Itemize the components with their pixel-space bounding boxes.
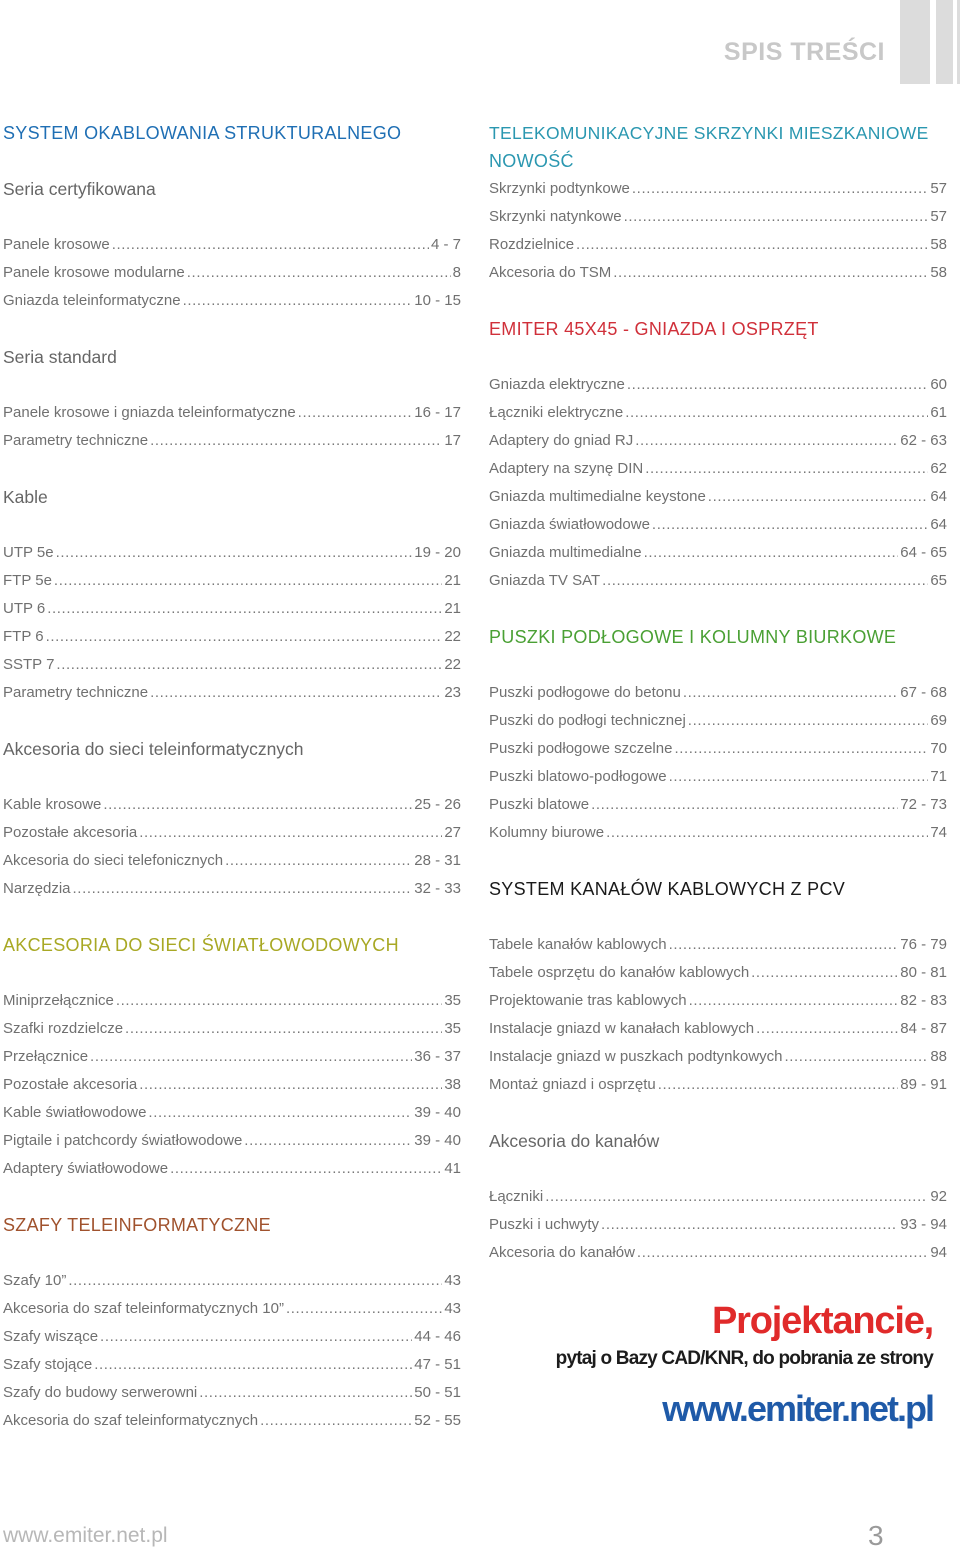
dot-leader [756, 1015, 898, 1043]
toc-entry-page: 22 [444, 656, 461, 673]
toc-entry[interactable] [3, 259, 461, 287]
toc-entry[interactable] [489, 959, 947, 987]
toc-entry-page: 19 - 20 [414, 544, 461, 561]
dot-leader [94, 1351, 412, 1379]
dot-leader [674, 735, 928, 763]
dot-leader [54, 567, 442, 595]
toc-entry-label: UTP 5e [3, 544, 54, 561]
toc-entry[interactable] [3, 1155, 461, 1183]
toc-entry-page: 16 - 17 [414, 404, 461, 421]
dot-leader [73, 875, 413, 903]
dot-leader [139, 1071, 442, 1099]
spacer [489, 1155, 947, 1183]
toc-entry-label: SSTP 7 [3, 656, 55, 673]
toc-entry-label: Szafy 10” [3, 1272, 67, 1289]
toc-entry-label: Parametry techniczne [3, 684, 149, 701]
toc-entry-page: 47 - 51 [414, 1356, 461, 1373]
spacer [489, 847, 947, 875]
dot-leader [47, 595, 442, 623]
toc-entry-label: Tabele osprzętu do kanałów kablowych [489, 964, 750, 981]
group-title: Kable [3, 487, 48, 507]
dot-leader [669, 763, 929, 791]
page-title: SPIS TREŚCI [723, 38, 885, 66]
toc-list [3, 231, 461, 315]
page-number: 3 [868, 1520, 884, 1551]
header-decoration-bar [900, 0, 930, 84]
toc-entry[interactable] [3, 679, 461, 707]
spacer [3, 203, 461, 231]
toc-entry[interactable] [3, 595, 461, 623]
toc-list [3, 1267, 461, 1435]
toc-entry-label: Panele krosowe modularne [3, 264, 185, 281]
group-title: Akcesoria do sieci teleinformatycznych [3, 739, 304, 759]
section-heading: SYSTEM OKABLOWANIA STRUKTURALNEGO [3, 123, 402, 143]
toc-entry-label: Panele krosowe i gniazda teleinformatyczne [3, 404, 296, 421]
toc-list [3, 791, 461, 903]
toc-entry-page: 17 [444, 432, 461, 449]
toc-entry[interactable] [489, 231, 947, 259]
toc-entry-label: Puszki podłogowe do betonu [489, 684, 681, 701]
toc-entry-page: 23 [444, 684, 461, 701]
dot-leader [601, 1211, 898, 1239]
toc-entry-page: 61 [930, 404, 947, 421]
toc-entry-page: 93 - 94 [900, 1216, 947, 1233]
toc-entry-label: Szafy stojące [3, 1356, 93, 1373]
toc-entry[interactable] [3, 1099, 461, 1127]
spacer [489, 595, 947, 623]
section-heading: EMITER 45X45 - GNIAZDA I OSPRZĘT [489, 319, 819, 339]
toc-entry[interactable] [489, 1211, 947, 1239]
toc-entry-page: 38 [444, 1076, 461, 1093]
toc-entry-label: Łączniki elektryczne [489, 404, 624, 421]
spacer [3, 511, 461, 539]
toc-entry-label: Puszki blatowe [489, 796, 590, 813]
toc-entry[interactable] [3, 847, 461, 875]
section-heading: PUSZKI PODŁOGOWE I KOLUMNY BIURKOWE [489, 627, 897, 647]
toc-entry[interactable] [489, 735, 947, 763]
toc-entry[interactable] [489, 567, 947, 595]
spacer [3, 763, 461, 791]
toc-entry-label: Tabele kanałów kablowych [489, 936, 667, 953]
dot-leader [125, 1015, 442, 1043]
toc-entry[interactable] [489, 679, 947, 707]
header-decoration-bar [936, 0, 953, 84]
toc-entry-page: 60 [930, 376, 947, 393]
toc-entry-page: 80 - 81 [900, 964, 947, 981]
toc-entry-page: 44 - 46 [414, 1328, 461, 1345]
toc-entry-page: 39 - 40 [414, 1104, 461, 1121]
toc-entry-page: 25 - 26 [414, 796, 461, 813]
spacer [3, 371, 461, 399]
toc-entry-label: UTP 6 [3, 600, 46, 617]
toc-entry-page: 72 - 73 [900, 796, 947, 813]
toc-entry-label: Panele krosowe [3, 236, 110, 253]
toc-entry[interactable] [489, 175, 947, 203]
toc-entry-page: 89 - 91 [900, 1076, 947, 1093]
toc-entry-label: Pozostałe akcesoria [3, 1076, 138, 1093]
toc-entry-label: Kable krosowe [3, 796, 102, 813]
toc-entry-label: Gniazda multimedialne [489, 544, 642, 561]
dot-leader [658, 1071, 899, 1099]
section-heading: TELEKOMUNIKACYJNE SKRZYNKI MIESZKANIOWE [489, 123, 929, 143]
toc-entry-page: 43 [444, 1300, 461, 1317]
dot-leader [625, 399, 928, 427]
toc-entry-label: Adaptery światłowodowe [3, 1160, 169, 1177]
toc-entry-page: 35 [444, 1020, 461, 1037]
toc-entry[interactable] [3, 1015, 461, 1043]
toc-entry[interactable] [3, 399, 461, 427]
toc-entry[interactable] [3, 1351, 461, 1379]
toc-entry-label: FTP 6 [3, 628, 44, 645]
toc-entry-page: 50 - 51 [414, 1384, 461, 1401]
toc-entry-label: Szafki rozdzielcze [3, 1020, 124, 1037]
dot-leader [286, 1295, 442, 1323]
toc-entry[interactable] [3, 1407, 461, 1435]
toc-entry-page: 41 [444, 1160, 461, 1177]
dot-leader [689, 987, 899, 1015]
toc-entry-page: 28 - 31 [414, 852, 461, 869]
dot-leader [785, 1043, 929, 1071]
spacer [3, 959, 461, 987]
toc-entry-label: Akcesoria do TSM [489, 264, 612, 281]
toc-entry[interactable] [489, 455, 947, 483]
toc-entry[interactable] [3, 1127, 461, 1155]
toc-entry-label: Gniazda teleinformatyczne [3, 292, 181, 309]
toc-entry-page: 32 - 33 [414, 880, 461, 897]
dot-leader [683, 679, 898, 707]
toc-entry[interactable] [489, 763, 947, 791]
spacer [3, 1239, 461, 1267]
toc-entry[interactable] [3, 791, 461, 819]
toc-entry[interactable] [3, 539, 461, 567]
dot-leader [244, 1127, 412, 1155]
toc-entry[interactable] [489, 1043, 947, 1071]
toc-entry-label: Miniprzełącznice [3, 992, 114, 1009]
toc-entry-page: 65 [930, 572, 947, 589]
toc-entry-label: Akcesoria do sieci telefonicznych [3, 852, 224, 869]
toc-list [489, 371, 947, 595]
dot-leader [68, 1267, 442, 1295]
toc-entry-page: 82 - 83 [900, 992, 947, 1009]
toc-entry-page: 74 [930, 824, 947, 841]
dot-leader [652, 511, 928, 539]
dot-leader [645, 455, 928, 483]
toc-entry-label: Akcesoria do szaf teleinformatycznych [3, 1412, 259, 1429]
dot-leader [187, 259, 451, 287]
toc-entry-label: Przełącznice [3, 1048, 89, 1065]
toc-entry-page: 76 - 79 [900, 936, 947, 953]
toc-list [489, 175, 947, 287]
section-heading: AKCESORIA DO SIECI ŚWIATŁOWODOWYCH [3, 935, 399, 955]
spacer [3, 707, 461, 735]
toc-entry-label: Akcesoria do szaf teleinformatycznych 10” [3, 1300, 284, 1317]
toc-entry-page: 64 [930, 488, 947, 505]
toc-entry-label: Rozdzielnice [489, 236, 575, 253]
toc-entry-page: 39 - 40 [414, 1132, 461, 1149]
toc-entry[interactable] [3, 567, 461, 595]
toc-list [489, 931, 947, 1099]
promo-subline: pytaj o Bazy CAD/KNR, do pobrania ze strony [555, 1348, 933, 1369]
toc-entry-label: Narzędzia [3, 880, 71, 897]
toc-entry-page: 88 [930, 1048, 947, 1065]
toc-entry-page: 36 - 37 [414, 1048, 461, 1065]
toc-entry-label: Gniazda światłowodowe [489, 516, 650, 533]
dot-leader [708, 483, 929, 511]
dot-leader [635, 427, 898, 455]
toc-entry-label: Kolumny biurowe [489, 824, 605, 841]
toc-entry-label: Puszki do podłogi technicznej [489, 712, 686, 729]
toc-entry-page: 84 - 87 [900, 1020, 947, 1037]
toc-entry[interactable] [3, 1323, 461, 1351]
toc-entry-label: Projektowanie tras kablowych [489, 992, 687, 1009]
promo-url-link[interactable]: www.emiter.net.pl [662, 1388, 933, 1429]
toc-entry[interactable] [3, 1295, 461, 1323]
toc-entry-page: 64 - 65 [900, 544, 947, 561]
toc-entry[interactable] [489, 511, 947, 539]
spacer [3, 147, 461, 175]
dot-leader [606, 819, 928, 847]
toc-entry-label: Skrzynki podtynkowe [489, 180, 630, 197]
toc-entry[interactable] [3, 1267, 461, 1295]
toc-entry-page: 69 [930, 712, 947, 729]
toc-entry-page: 57 [930, 208, 947, 225]
toc-entry-page: 58 [930, 264, 947, 281]
toc-entry[interactable] [489, 203, 947, 231]
toc-entry-page: 70 [930, 740, 947, 757]
group-title: Akcesoria do kanałów [489, 1131, 660, 1151]
footer-url: www.emiter.net.pl [3, 1524, 168, 1547]
toc-entry[interactable] [3, 1071, 461, 1099]
dot-leader [90, 1043, 412, 1071]
dot-leader [669, 931, 899, 959]
toc-entry-page: 43 [444, 1272, 461, 1289]
toc-entry-page: 10 - 15 [414, 292, 461, 309]
toc-entry[interactable] [3, 1043, 461, 1071]
toc-entry[interactable] [3, 875, 461, 903]
toc-entry[interactable] [489, 1239, 947, 1267]
toc-entry-page: 35 [444, 992, 461, 1009]
toc-entry-label: Gniazda elektryczne [489, 376, 625, 393]
toc-entry[interactable] [489, 707, 947, 735]
toc-entry-page: 22 [444, 628, 461, 645]
toc-entry[interactable] [3, 1379, 461, 1407]
toc-entry-label: Puszki podłogowe szczelne [489, 740, 673, 757]
spacer [3, 315, 461, 343]
toc-entry[interactable] [489, 399, 947, 427]
spacer [3, 455, 461, 483]
toc-entry[interactable] [3, 623, 461, 651]
spacer [489, 287, 947, 315]
toc-list [489, 679, 947, 847]
toc-entry[interactable] [489, 427, 947, 455]
toc-entry-label: Szafy do budowy serwerowni [3, 1384, 198, 1401]
toc-entry[interactable] [3, 231, 461, 259]
toc-list [3, 539, 461, 707]
toc-entry-page: 52 - 55 [414, 1412, 461, 1429]
toc-entry[interactable] [489, 791, 947, 819]
toc-entry-label: Łączniki [489, 1188, 544, 1205]
dot-leader [103, 791, 412, 819]
dot-leader [688, 707, 929, 735]
promo-headline: Projektancie, [712, 1300, 933, 1342]
dot-leader [613, 259, 928, 287]
spacer [3, 903, 461, 931]
dot-leader [602, 567, 928, 595]
dot-leader [751, 959, 898, 987]
spacer [489, 343, 947, 371]
toc-entry-label: Instalacje gniazd w kanałach kablowych [489, 1020, 755, 1037]
toc-entry-page: 94 [930, 1244, 947, 1261]
toc-entry[interactable] [489, 483, 947, 511]
toc-entry-page: 21 [444, 572, 461, 589]
dot-leader [199, 1379, 412, 1407]
toc-entry-page: 58 [930, 236, 947, 253]
toc-entry-label: Puszki i uchwyty [489, 1216, 600, 1233]
dot-leader [46, 623, 443, 651]
toc-entry-label: Puszki blatowo-podłogowe [489, 768, 667, 785]
toc-entry-label: Akcesoria do kanałów [489, 1244, 635, 1261]
toc-entry-label: Kable światłowodowe [3, 1104, 147, 1121]
toc-entry-page: 71 [930, 768, 947, 785]
section-heading: SYSTEM KANAŁÓW KABLOWYCH Z PCV [489, 879, 846, 899]
toc-entry-label: Pozostałe akcesoria [3, 824, 138, 841]
toc-list [3, 399, 461, 455]
toc-entry-page: 21 [444, 600, 461, 617]
dot-leader [644, 539, 899, 567]
toc-entry[interactable] [3, 287, 461, 315]
spacer [489, 903, 947, 931]
toc-entry-label: Gniazda multimedialne keystone [489, 488, 706, 505]
dot-leader [576, 231, 928, 259]
toc-entry-label: Adaptery do gniad RJ [489, 432, 634, 449]
toc-entry-label: Skrzynki natynkowe [489, 208, 622, 225]
dot-leader [637, 1239, 928, 1267]
toc-entry-label: Instalacje gniazd w puszkach podtynkowych [489, 1048, 783, 1065]
dot-leader [150, 427, 442, 455]
toc-entry-page: 92 [930, 1188, 947, 1205]
toc-entry-label: Gniazda TV SAT [489, 572, 601, 589]
toc-list [489, 1183, 947, 1267]
dot-leader [116, 987, 442, 1015]
dot-leader [591, 791, 898, 819]
dot-leader [225, 847, 412, 875]
dot-leader [298, 399, 413, 427]
toc-entry-label: Pigtaile i patchcordy światłowodowe [3, 1132, 243, 1149]
toc-entry-label: Szafy wiszące [3, 1328, 99, 1345]
dot-leader [112, 231, 429, 259]
dot-leader [624, 203, 929, 231]
toc-entry[interactable] [489, 931, 947, 959]
spacer [489, 651, 947, 679]
dot-leader [56, 539, 413, 567]
toc-entry[interactable] [3, 819, 461, 847]
dot-leader [260, 1407, 412, 1435]
toc-entry[interactable] [489, 1183, 947, 1211]
toc-entry[interactable] [3, 987, 461, 1015]
dot-leader [100, 1323, 412, 1351]
dot-leader [148, 1099, 412, 1127]
dot-leader [139, 819, 442, 847]
toc-entry-page: 8 [452, 264, 461, 281]
toc-entry[interactable] [3, 427, 461, 455]
toc-entry-page: 4 - 7 [430, 236, 461, 253]
toc-list [3, 987, 461, 1183]
toc-entry[interactable] [489, 987, 947, 1015]
toc-entry[interactable] [489, 539, 947, 567]
toc-entry[interactable] [489, 371, 947, 399]
toc-left-column [3, 119, 461, 1435]
dot-leader [183, 287, 413, 315]
toc-entry-page: 62 - 63 [900, 432, 947, 449]
dot-leader [627, 371, 928, 399]
toc-entry-label: Montaż gniazd i osprzętu [489, 1076, 656, 1093]
dot-leader [56, 651, 442, 679]
toc-entry-label: Adaptery na szynę DIN [489, 460, 644, 477]
toc-entry-label: FTP 5e [3, 572, 52, 589]
group-title: Seria certyfikowana [3, 179, 156, 199]
dot-leader [170, 1155, 442, 1183]
promo-block [489, 1298, 947, 1436]
toc-right-column [489, 119, 947, 1267]
section-subheading: NOWOŚĆ [489, 151, 574, 171]
dot-leader [545, 1183, 928, 1211]
toc-entry[interactable] [3, 651, 461, 679]
toc-entry[interactable] [489, 259, 947, 287]
toc-entry[interactable] [489, 1071, 947, 1099]
toc-entry-page: 62 [930, 460, 947, 477]
spacer [3, 1183, 461, 1211]
toc-entry-page: 64 [930, 516, 947, 533]
toc-entry-page: 67 - 68 [900, 684, 947, 701]
toc-entry-label: Parametry techniczne [3, 432, 149, 449]
dot-leader [632, 175, 928, 203]
toc-entry[interactable] [489, 1015, 947, 1043]
toc-entry[interactable] [489, 819, 947, 847]
dot-leader [150, 679, 442, 707]
section-heading: SZAFY TELEINFORMATYCZNE [3, 1215, 271, 1235]
toc-entry-page: 57 [930, 180, 947, 197]
toc-entry-page: 27 [444, 824, 461, 841]
group-title: Seria standard [3, 347, 117, 367]
spacer [489, 1099, 947, 1127]
